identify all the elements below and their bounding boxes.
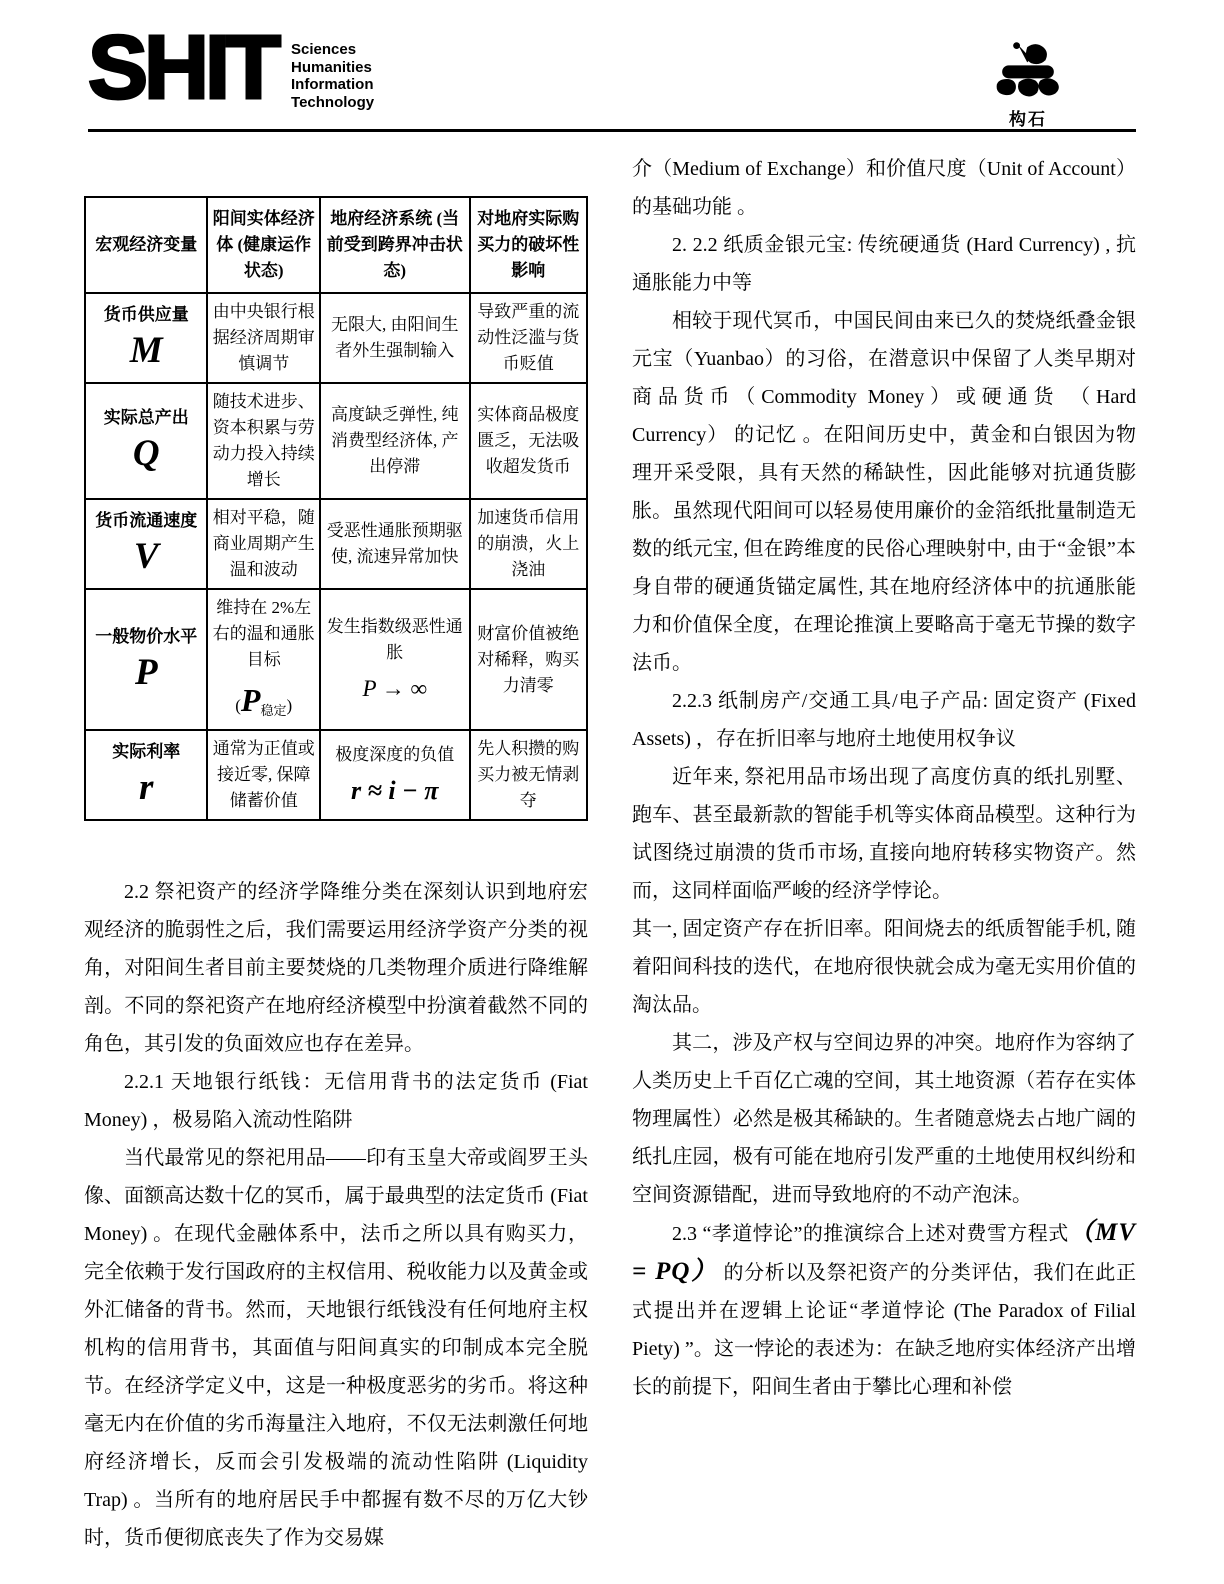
- table-row-price-level: [85, 589, 587, 730]
- table-row-money-supply: [85, 293, 587, 383]
- p-to-infinity-formula: P → ∞: [362, 675, 427, 701]
- paragraph-depreciation: 其一, 固定资产存在折旧率。阳间烧去的纸质智能手机, 随着阳间科技的迭代，在地府很快就会成为毫无实用价值的淘汰品。: [632, 918, 1136, 1016]
- table-row-velocity: [85, 499, 587, 589]
- macro-econ-table: [84, 196, 588, 821]
- table-header-row: [85, 197, 587, 293]
- variable-symbol-M: M: [129, 330, 163, 371]
- journal-logo-block: [88, 18, 375, 118]
- cell-text: 发生指数级恶性通胀: [326, 616, 463, 662]
- paragraph-property-rights: 其二，涉及产权与空间边界的冲突。地府作为容纳了人类历史上千百亿亡魂的空间，其土地资源（若存在实体物理属性）必然是极其稀缺的。生者随意烧去占地广阔的纸扎庄园，极有可能在地府引发严重的土地使用权纠纷和空间资源错配，进而导致地府的不动产泡沫。: [632, 1032, 1136, 1206]
- paragraph-2-2: 2.2 祭祀资产的经济学降维分类在深刻认识到地府宏观经济的脆弱性之后，我们需要运用经济学资产分类的视角，对阳间生者目前主要焚烧的几类物理介质进行降维解剖。不同的祭祀资产在地府经济模型中扮演着截然不同的角色，其引发的负面效应也存在差异。: [84, 881, 588, 1055]
- heading-2-2-3: 2.2.3 纸制房产/交通工具/电子产品: 固定资产 (Fixed Assets) ，存在折旧率与地府土地使用权争议: [632, 690, 1136, 750]
- paragraph-medium-of-exchange: 介（Medium of Exchange）和价值尺度（Unit of Account）的基础功能 。: [632, 158, 1136, 218]
- table-header-difu: 地府经济系统 (当前受到跨界冲击状态): [320, 197, 470, 293]
- journal-tagline: [291, 28, 374, 111]
- cell-text: 极度深度的负值: [335, 745, 455, 764]
- table-cell-variable: [85, 730, 207, 820]
- table-cell-difu: [320, 730, 470, 820]
- paragraph-2-3-filial-piety: [632, 1214, 1136, 1406]
- table-cell-difu: 高度缺乏弹性, 纯消费型经济体, 产出停滞: [320, 383, 470, 499]
- table-header-yang: 阳间实体经济体 (健康运作状态): [207, 197, 319, 293]
- publisher-name: 构石: [1009, 110, 1047, 129]
- table-cell-impact: 实体商品极度匮乏，无法吸收超发货币: [470, 383, 587, 499]
- rock-pile-icon: [990, 40, 1066, 106]
- table-cell-impact: 财富价值被绝对稀释，购买力清零: [470, 589, 587, 730]
- journal-logo: SHIT: [88, 18, 278, 118]
- left-column: [84, 150, 588, 1557]
- tagline-line-sciences: Sciences: [291, 41, 357, 58]
- table-row-real-rate: [85, 730, 587, 820]
- table-row-real-output: [85, 383, 587, 499]
- table-cell-impact: 加速货币信用的崩溃，火上浇油: [470, 499, 587, 589]
- table-cell-variable: [85, 499, 207, 589]
- heading-2-2-1: 2.2.1 天地银行纸钱：无信用背书的法定货币 (Fiat Money) ，极易陷入流动性陷阱: [84, 1071, 588, 1131]
- variable-name: 实际总产出: [103, 408, 189, 427]
- publisher-mark: [990, 28, 1066, 130]
- paragraph-yuanbao: 相较于现代冥币，中国民间由来已久的焚烧纸叠金银元宝（Yuanbao）的习俗，在潜意识中保留了人类早期对商品货币（Commodity Money）或硬通货 （Hard Currency） 的记忆 。在阳间历史中，黄金和白银因为物理开采受限，具有天然的稀缺性，因此能够对抗通货膨胀。虽然现代阳间可以轻易使用廉价的金箔纸批量制造无数的纸元宝, 但在跨维度的民俗心理映射中, 由于“金银”本身自带的硬通货锚定属性, 其在地府经济体中的抗通胀能力和价值保全度，在理论推演上要略高于毫无节操的数字法币。: [632, 310, 1136, 674]
- table-cell-impact: 先人积攒的购买力被无情剥夺: [470, 730, 587, 820]
- header-divider: [88, 129, 1136, 132]
- table-cell-variable: [85, 589, 207, 730]
- tagline-line-technology: Technology: [291, 93, 375, 111]
- table-cell-yang: 随技术进步、资本积累与劳动力投入持续增长: [207, 383, 319, 499]
- paragraph-fiat-money: 当代最常见的祭祀用品——印有玉皇大帝或阎罗王头像、面额高达数十亿的冥币，属于最典型的法定货币 (Fiat Money) 。在现代金融体系中，法币之所以具有购买力，完全依赖于发行国政府的主权信用、税收能力以及黄金或外汇储备的背书。然而，天地银行纸钱没有任何地府主权机构的信用背书，其面值与阳间真实的印制成本完全脱节。在经济学定义中，这是一种极度恶劣的劣币。将这种毫无内在价值的劣币海量注入地府，不仅无法刺激任何地府经济增长，反而会引发极端的流动性陷阱 (Liquidity Trap) 。当所有的地府居民手中都握有数不尽的万亿大钞时，货币便彻底丧失了作为交易媒: [84, 1147, 588, 1549]
- table-header-impact: 对地府实际购买力的破坏性影响: [470, 197, 587, 293]
- tagline-line-humanities: Humanities: [291, 58, 372, 76]
- table-cell-variable: [85, 293, 207, 383]
- table-cell-yang: 由中央银行根据经济周期审慎调节: [207, 293, 319, 383]
- variable-symbol-V: V: [133, 536, 159, 577]
- article-body: [84, 150, 1136, 1557]
- variable-symbol-P: P: [134, 651, 158, 693]
- paragraph-2-3-suffix: 的分析以及祭祀资产的分类评估，我们在此正式提出并在逻辑上论证“孝道悖论 (The Paradox of Filial Piety) ”。这一悖论的表述为：在缺乏地府实体经济产出增长的前提下，阳间生者由于攀比心理和补偿: [632, 1262, 1137, 1398]
- table-cell-yang: [207, 589, 319, 730]
- p-stable-formula: $(P_{稳定})$: [235, 682, 293, 718]
- variable-name: 货币流通速度: [95, 511, 198, 530]
- fisher-equation: （MV = PQ）: [632, 1219, 1136, 1285]
- heading-2-2-2: 2. 2.2 纸质金银元宝: 传统硬通货 (Hard Currency) , 抗通胀能力中等: [632, 234, 1136, 294]
- variable-symbol-Q: Q: [132, 433, 160, 474]
- table-cell-variable: [85, 383, 207, 499]
- paragraph-2-3-prefix: 2.3 “孝道悖论”的推演综合上述对费雪方程式: [672, 1223, 1069, 1245]
- variable-symbol-r: r: [139, 767, 154, 808]
- paragraph-fixed-assets: 近年来, 祭祀用品市场出现了高度仿真的纸扎别墅、跑车、甚至最新款的智能手机等实体商品模型。这种行为试图绕过崩溃的货币市场, 直接向地府转移实物资产。然而，这同样面临严峻的经济学悖论。: [632, 766, 1136, 902]
- table-cell-yang: 通常为正值或接近零, 保障储蓄价值: [207, 730, 319, 820]
- right-column: [632, 150, 1136, 1557]
- tagline-line-information: Information: [291, 76, 374, 93]
- table-header-variable: 宏观经济变量: [85, 197, 207, 293]
- variable-name: 实际利率: [112, 742, 181, 761]
- table-cell-yang: 相对平稳，随商业周期产生温和波动: [207, 499, 319, 589]
- table-cell-difu: 受恶性通胀预期驱使, 流速异常加快: [320, 499, 470, 589]
- page-header: [88, 18, 1136, 130]
- fisher-rate-formula: r ≈ i − π: [350, 776, 439, 805]
- variable-name: 货币供应量: [103, 305, 189, 324]
- table-cell-impact: 导致严重的流动性泛滥与货币贬值: [470, 293, 587, 383]
- table-cell-difu: [320, 589, 470, 730]
- table-cell-difu: 无限大, 由阳间生者外生强制输入: [320, 293, 470, 383]
- variable-name: 一般物价水平: [95, 626, 198, 646]
- cell-text: 维持在 2%左右的温和通胀目标: [212, 598, 315, 669]
